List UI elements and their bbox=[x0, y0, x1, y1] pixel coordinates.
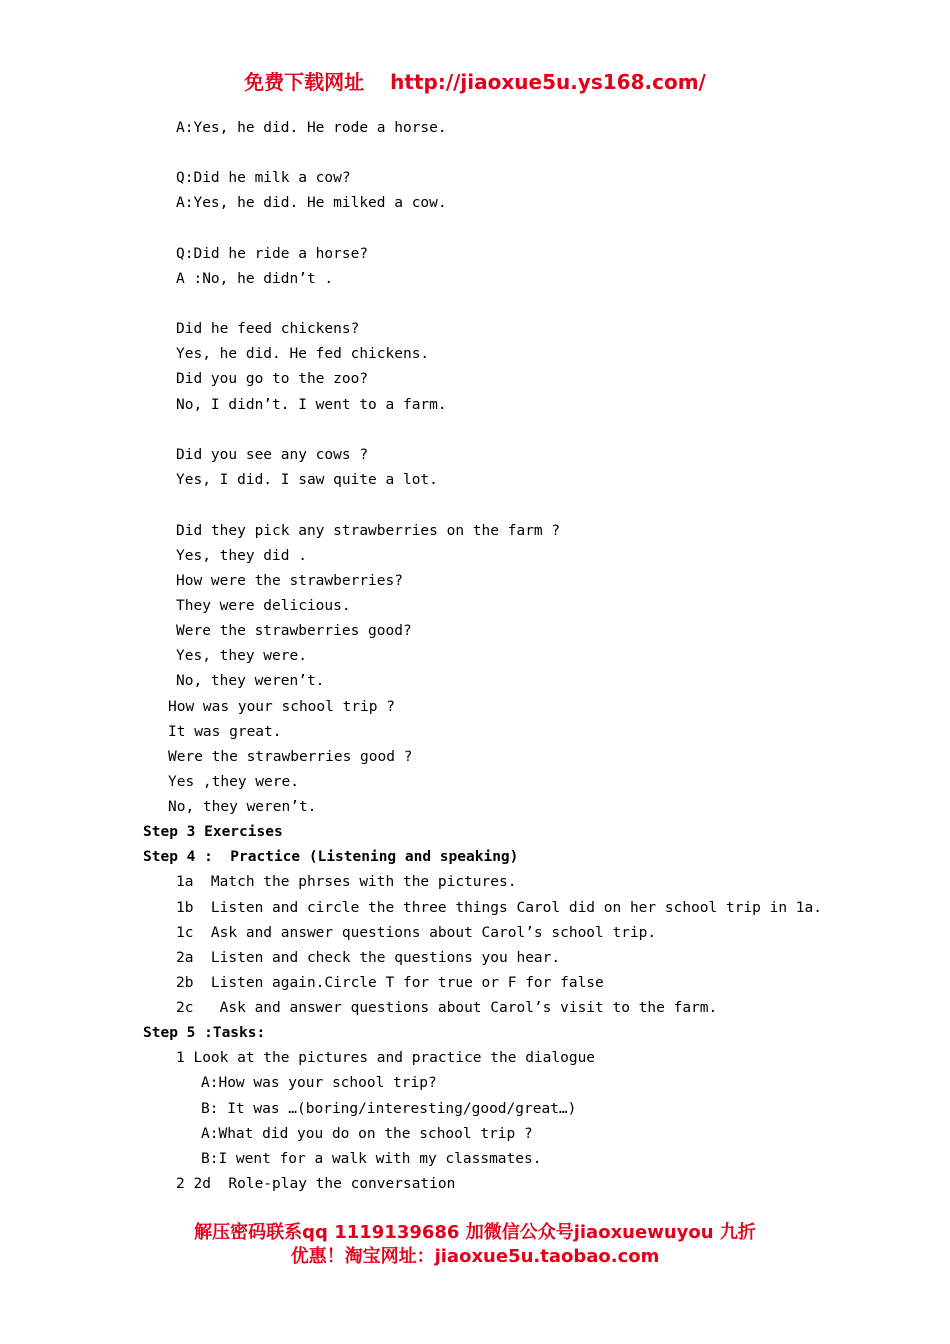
text-line: It was great. bbox=[168, 724, 282, 740]
step5-item: 1 Look at the pictures and practice the dialogue bbox=[176, 1050, 596, 1066]
step4-item: 2b Listen again.Circle T for true or F for false bbox=[176, 975, 604, 991]
text-line: Q:Did he ride a horse? bbox=[176, 246, 369, 262]
text-line: A :No, he didn’t . bbox=[176, 271, 334, 287]
dialogue-line: B:I went for a walk with my classmates. bbox=[201, 1151, 542, 1167]
text-line: Were the strawberries good ? bbox=[168, 749, 413, 765]
dialogue-line: B: It was …(boring/interesting/good/great…) bbox=[201, 1101, 577, 1117]
text-line: Did they pick any strawberries on the farm ? bbox=[176, 523, 561, 539]
step5-heading: Step 5 :Tasks: bbox=[143, 1025, 266, 1041]
text-line: Yes, they were. bbox=[176, 648, 307, 664]
text-line: How were the strawberries? bbox=[176, 573, 403, 589]
footer-line-2[interactable]: 优惠！淘宝网址：jiaoxue5u.taobao.com bbox=[290, 1246, 660, 1267]
text-line: No, they weren’t. bbox=[176, 673, 325, 689]
text-line: No, they weren’t. bbox=[168, 799, 317, 815]
header-banner bbox=[0, 66, 950, 95]
text-line: Did you see any cows ? bbox=[176, 447, 369, 463]
step5-item: 2 2d Role-play the conversation bbox=[176, 1176, 456, 1192]
step3-heading: Step 3 Exercises bbox=[143, 824, 283, 840]
text-line: A:Yes, he did. He rode a horse. bbox=[176, 120, 447, 136]
step4-item: 2a Listen and check the questions you hear. bbox=[176, 950, 561, 966]
text-line: Q:Did he milk a cow? bbox=[176, 170, 351, 186]
text-line: How was your school trip ? bbox=[168, 699, 395, 715]
text-line: No, I didn’t. I went to a farm. bbox=[176, 397, 447, 413]
text-line: Did he feed chickens? bbox=[176, 321, 360, 337]
header-label: 免费下载网址 bbox=[244, 70, 365, 94]
text-line: Did you go to the zoo? bbox=[176, 371, 369, 387]
text-line: Yes ,they were. bbox=[168, 774, 299, 790]
dialogue-line: A:What did you do on the school trip ? bbox=[201, 1126, 533, 1142]
footer-line-1: 解压密码联系qq 1119139686 加微信公众号jiaoxuewuyou 九折 bbox=[194, 1222, 756, 1243]
text-line: Yes, they did . bbox=[176, 548, 307, 564]
step4-heading: Step 4 : Practice (Listening and speaking) bbox=[143, 849, 519, 865]
step4-item: 1c Ask and answer questions about Carol’s school trip. bbox=[176, 925, 657, 941]
text-line: Were the strawberries good? bbox=[176, 623, 412, 639]
text-line: Yes, I did. I saw quite a lot. bbox=[176, 472, 438, 488]
step4-item: 1a Match the phrses with the pictures. bbox=[176, 874, 517, 890]
header-url[interactable]: http://jiaoxue5u.ys168.com/ bbox=[390, 70, 706, 94]
dialogue-line: A:How was your school trip? bbox=[201, 1075, 437, 1091]
step4-item: 2c Ask and answer questions about Carol’s visit to the farm. bbox=[176, 1000, 718, 1016]
text-line: Yes, he did. He fed chickens. bbox=[176, 346, 430, 362]
text-line: They were delicious. bbox=[176, 598, 351, 614]
text-line: A:Yes, he did. He milked a cow. bbox=[176, 195, 447, 211]
step4-item: 1b Listen and circle the three things Carol did on her school trip in 1a. bbox=[176, 900, 823, 916]
